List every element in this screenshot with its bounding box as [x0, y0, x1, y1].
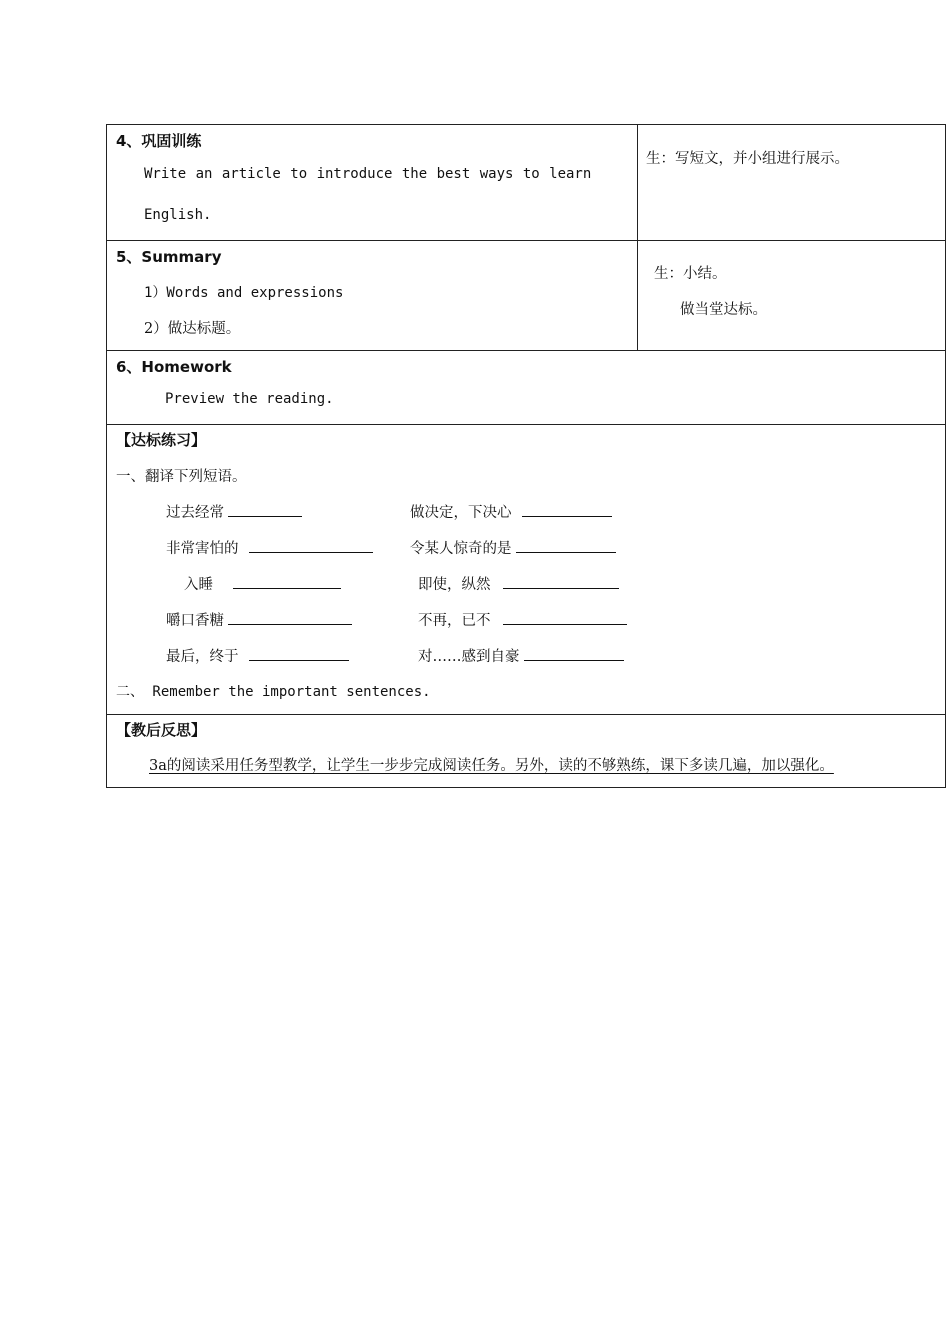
phrase-right-5	[418, 645, 624, 666]
phrase-left-2	[166, 537, 373, 558]
answer-blank[interactable]	[522, 502, 612, 517]
cell-consolidation-left	[107, 125, 638, 240]
phrase-left-5	[166, 645, 349, 666]
cell-summary-left	[107, 241, 638, 350]
section-5-student-summary: 生：小结。	[654, 266, 727, 282]
phrase-right-2	[410, 537, 616, 558]
phrase-right-1	[410, 501, 612, 522]
answer-blank[interactable]	[249, 646, 349, 661]
row-reflection	[106, 714, 946, 788]
phrase-label: 令某人惊奇的是	[410, 541, 512, 557]
exercise-part2: 二、 Remember the important sentences.	[116, 684, 431, 700]
reflection-content: 3a的阅读采用任务型教学，让学生一步步完成阅读任务。另外，读的不够熟练，课下多读几遍，加以强化。	[149, 758, 834, 774]
row-homework	[106, 350, 946, 424]
phrase-label: 做决定，下决心	[410, 505, 512, 521]
answer-blank[interactable]	[503, 610, 627, 625]
section-4-line2: English.	[144, 207, 212, 223]
phrase-left-4	[166, 609, 352, 630]
section-5-item2: 2）做达标题。	[144, 321, 241, 337]
section-5-title: 5、Summary	[116, 248, 222, 266]
phrase-label: 过去经常	[166, 505, 224, 521]
phrase-right-3	[418, 573, 619, 594]
phrase-label: 非常害怕的	[166, 541, 239, 557]
reflection-title: 【教后反思】	[116, 721, 207, 739]
section-5-student-exercise: 做当堂达标。	[680, 302, 767, 318]
phrase-left-1	[166, 501, 302, 522]
section-4-line1: Write an article to introduce the best ways to learn	[144, 166, 592, 182]
answer-blank[interactable]	[524, 646, 624, 661]
cell-summary-right	[637, 241, 945, 350]
section-6-content: Preview the reading.	[165, 391, 334, 407]
phrase-label: 嚼口香糖	[166, 613, 224, 629]
answer-blank[interactable]	[228, 610, 352, 625]
phrase-label: 入睡	[184, 577, 213, 593]
cell-consolidation-right	[637, 125, 945, 240]
answer-blank[interactable]	[233, 574, 341, 589]
row-exercise	[106, 424, 946, 714]
section-4-title: 4、巩固训练	[116, 132, 202, 150]
section-6-title: 6、Homework	[116, 358, 232, 376]
phrase-label: 即使，纵然	[418, 577, 491, 593]
exercise-title: 【达标练习】	[116, 431, 207, 449]
answer-blank[interactable]	[228, 502, 302, 517]
answer-blank[interactable]	[503, 574, 619, 589]
phrase-label: 最后，终于	[166, 649, 239, 665]
answer-blank[interactable]	[249, 538, 373, 553]
phrase-left-3	[184, 573, 341, 594]
section-4-student-task: 生：写短文，并小组进行展示。	[646, 151, 849, 167]
row-summary	[106, 240, 946, 350]
answer-blank[interactable]	[516, 538, 616, 553]
row-consolidation	[106, 124, 946, 240]
section-5-item1: 1）Words and expressions	[144, 285, 344, 301]
exercise-part1: 一、翻译下列短语。	[116, 469, 247, 485]
phrase-label: 对……感到自豪	[418, 649, 520, 665]
phrase-right-4	[418, 609, 627, 630]
phrase-label: 不再，已不	[418, 613, 491, 629]
